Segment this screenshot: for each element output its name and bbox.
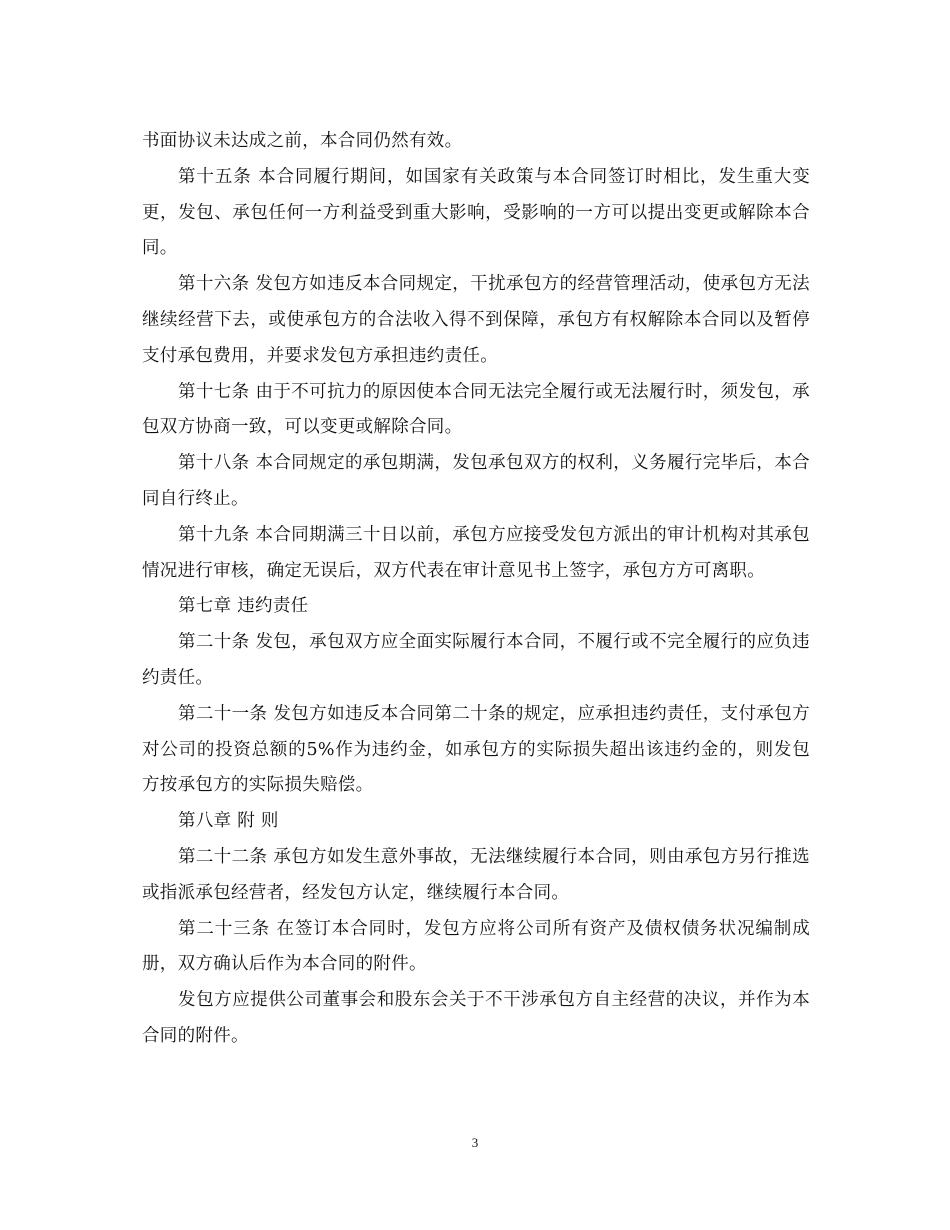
paragraph-article-19: 第十九条 本合同期满三十日以前，承包方应接受发包方派出的审计机构对其承包情况进行审核，确定无误后，双方代表在审计意见书上签字，承包方方可离职。 [142, 524, 810, 581]
paragraph-article-16: 第十六条 发包方如违反本合同规定，干扰承包方的经营管理活动，使承包方无法继续经营下去，或使承包方的合法收入得不到保障，承包方有权解除本合同以及暂停支付承包费用，并要求发包方承担违约责任。 [142, 274, 810, 366]
paragraph-article-20: 第二十条 发包，承包双方应全面实际履行本合同，不履行或不完全履行的应负违约责任。 [142, 632, 810, 688]
paragraph-continuation: 书面协议未达成之前，本合同仍然有效。 [142, 131, 463, 151]
paragraph-article-22: 第二十二条 承包方如发生意外事故，无法继续履行本合同，则由承包方另行推选或指派承包经营者，经发包方认定，继续履行本合同。 [142, 846, 810, 903]
paragraph-article-15: 第十五条 本合同履行期间，如国家有关政策与本合同签订时相比，发生重大变更，发包、承包任何一方利益受到重大影响，受影响的一方可以提出变更或解除本合同。 [142, 166, 810, 259]
chapter-heading-8: 第八章 附 则 [178, 811, 279, 832]
paragraph-board-resolution: 发包方应提供公司董事会和股东会关于不干涉承包方自主经营的决议，并作为本合同的附件。 [142, 990, 810, 1046]
paragraph-article-17: 第十七条 由于不可抗力的原因使本合同无法完全履行或无法履行时，须发包，承包双方协商一致，可以变更或解除合同。 [142, 381, 810, 438]
chapter-heading-7: 第七章 违约责任 [178, 596, 309, 617]
paragraph-article-21: 第二十一条 发包方如违反本合同第二十条的规定，应承担违约责任，支付承包方对公司的投资总额的5%作为违约金，如承包方的实际损失超出该违约金的，则发包方按承包方的实际损失赔偿。 [142, 703, 810, 796]
paragraph-article-18: 第十八条 本合同规定的承包期满，发包承包双方的权利，义务履行完毕后，本合同自行终止。 [142, 453, 810, 509]
page-number: 3 [471, 1135, 479, 1150]
document-body [142, 124, 810, 1055]
paragraph-article-23: 第二十三条 在签订本合同时，发包方应将公司所有资产及债权债务状况编制成册，双方确认后作为本合同的附件。 [142, 918, 810, 975]
